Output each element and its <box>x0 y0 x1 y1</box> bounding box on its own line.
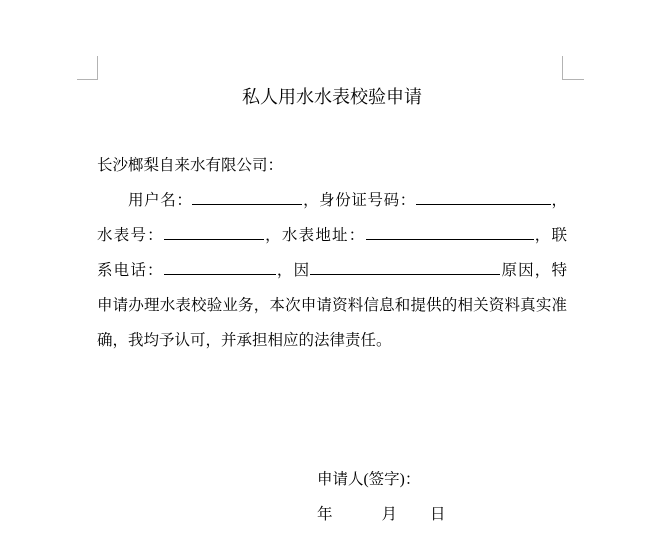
body-text-run: 原因，特 <box>500 262 567 279</box>
body-text-run: ， <box>550 192 567 209</box>
salutation-line: 长沙榔梨自来水有限公司： <box>97 157 284 174</box>
blank-fill-in-field <box>164 259 276 276</box>
date-month-label: 月 <box>381 506 398 523</box>
right-margin-corner-mark-icon <box>562 56 584 80</box>
date-year-label: 年 <box>317 506 333 523</box>
blank-fill-in-field <box>310 259 500 276</box>
body-text-run: ，水表地址： <box>263 227 366 244</box>
body-text-run: 确，我均予认可，并承担相应的法律责任。 <box>97 332 392 349</box>
body-text-run: 水表号： <box>97 227 164 244</box>
body-text-run: ，因 <box>275 262 311 279</box>
body-line <box>97 183 567 218</box>
document-title: 私人用水水表校验申请 <box>242 87 422 107</box>
blank-fill-in-field <box>366 224 534 241</box>
body-text-run: ，身份证号码： <box>302 192 416 209</box>
body-text-run: ，联 <box>533 227 567 244</box>
body-text-run: 系电话： <box>97 262 164 279</box>
signature-label: 申请人(签字)： <box>317 471 421 488</box>
blank-fill-in-field <box>416 189 551 206</box>
blank-fill-in-field <box>192 189 302 206</box>
body-paragraph <box>97 183 567 358</box>
blank-fill-in-field <box>164 224 264 241</box>
body-line <box>97 323 567 358</box>
blank-gap <box>97 358 567 462</box>
body-text-run: 用户名： <box>128 192 193 209</box>
date-day-label: 日 <box>430 506 446 523</box>
date-line <box>97 497 567 532</box>
body-line <box>97 218 567 253</box>
left-margin-corner-mark-icon <box>77 56 98 80</box>
body-line <box>97 288 567 323</box>
document-body <box>97 148 567 532</box>
body-text-run: 申请办理水表校验业务，本次申请资料信息和提供的相关资料真实准 <box>97 297 567 314</box>
body-line <box>97 253 567 288</box>
